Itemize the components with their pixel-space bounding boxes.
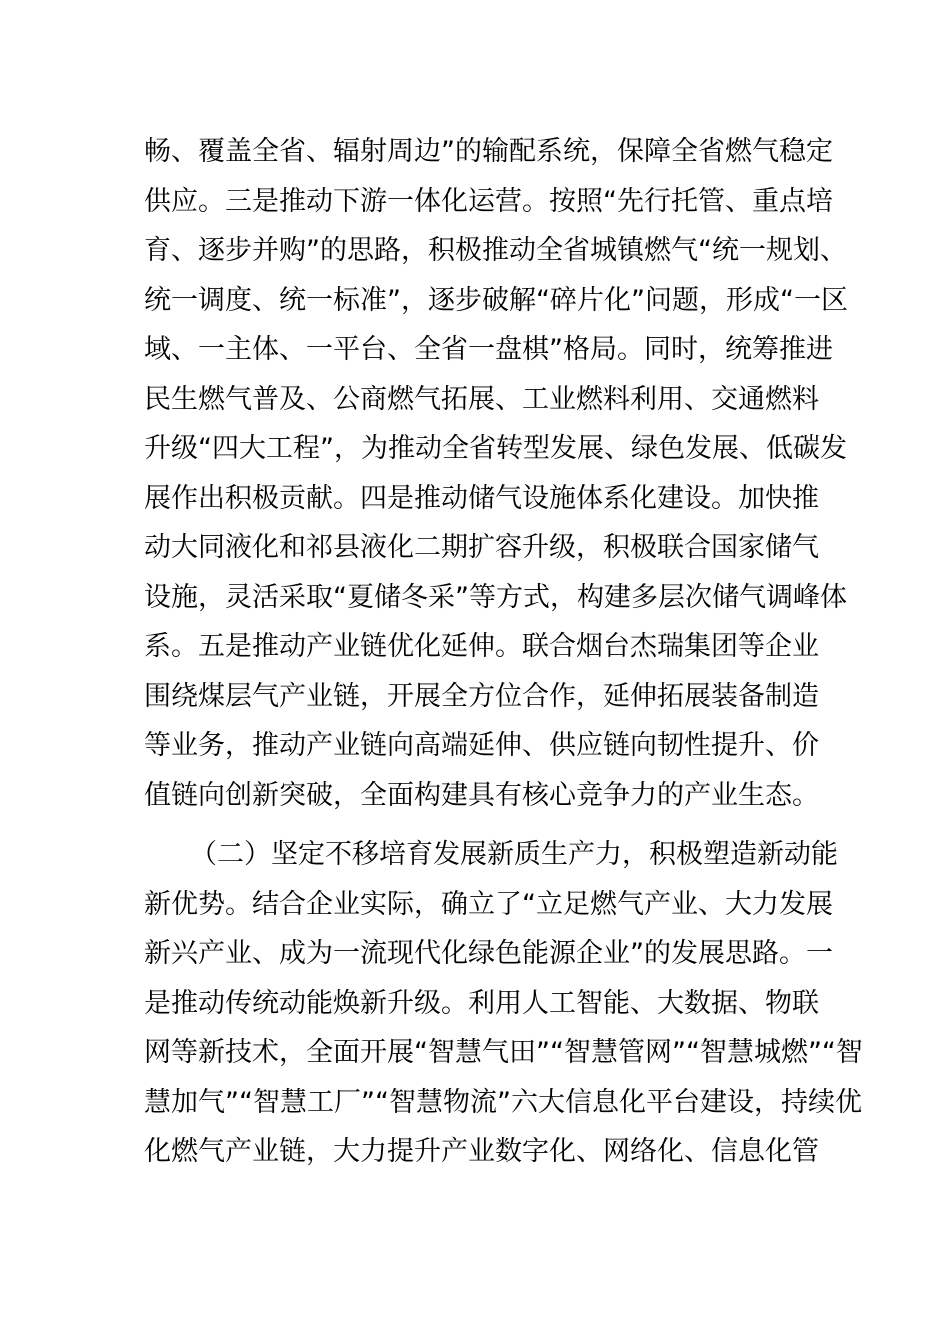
text-line: 新兴产业、成为一流现代化绿色能源企业”的发展思路。一 (144, 938, 833, 969)
text-line: 展作出积极贡献。四是推动储气设施体系化建设。加快推 (144, 482, 819, 514)
text-line: 统一调度、统一标准”，逐步破解“碎片化”问题，形成“一区 (144, 284, 848, 316)
document-body (144, 127, 863, 1177)
text-line: 畅、覆盖全省、辐射周边”的输配系统，保障全省燃气稳定 (144, 136, 833, 167)
paragraph-gap (144, 820, 814, 830)
text-line: 网等新技术，全面开展“智慧气田”“智慧管网”“智慧城燃”“智 (144, 1037, 863, 1068)
paragraph-2 (144, 830, 863, 1177)
paragraph-1 (144, 127, 848, 820)
text-line: 新优势。结合企业实际，确立了“立足燃气产业、大力发展 (144, 888, 833, 920)
text-line: 系。五是推动产业链优化延伸。联合烟台杰瑞集团等企业 (144, 631, 819, 662)
text-line: 域、一主体、一平台、全省一盘棋”格局。同时，统筹推进 (144, 334, 833, 365)
text-line: 升级“四大工程”，为推动全省转型发展、绿色发展、低碳发 (144, 433, 847, 464)
text-line: 化燃气产业链，大力提升产业数字化、网络化、信息化管 (144, 1136, 819, 1167)
text-line: 设施，灵活采取“夏储冬采”等方式，构建多层次储气调峰体 (144, 581, 847, 613)
text-line: 供应。三是推动下游一体化运营。按照“先行托管、重点培 (144, 185, 833, 217)
text-line: 动大同液化和祁县液化二期扩容升级，积极联合国家储气 (144, 532, 819, 563)
text-line: 育、逐步并购”的思路，积极推动全省城镇燃气“统一规划、 (144, 235, 847, 266)
text-line: 值链向创新突破，全面构建具有核心竞争力的产业生态。 (144, 779, 819, 811)
text-line: 民生燃气普及、公商燃气拓展、工业燃料利用、交通燃料 (144, 383, 819, 415)
text-line-indented: （二）坚定不移培育发展新质生产力，积极塑造新动能 (190, 839, 838, 870)
text-line: 是推动传统动能焕新升级。利用人工智能、大数据、物联 (144, 987, 819, 1019)
text-line: 等业务，推动产业链向高端延伸、供应链向韧性提升、价 (144, 730, 819, 761)
text-line: 围绕煤层气产业链，开展全方位合作，延伸拓展装备制造 (144, 680, 819, 712)
text-line: 慧加气”“智慧工厂”“智慧物流”六大信息化平台建设，持续优 (144, 1086, 862, 1118)
